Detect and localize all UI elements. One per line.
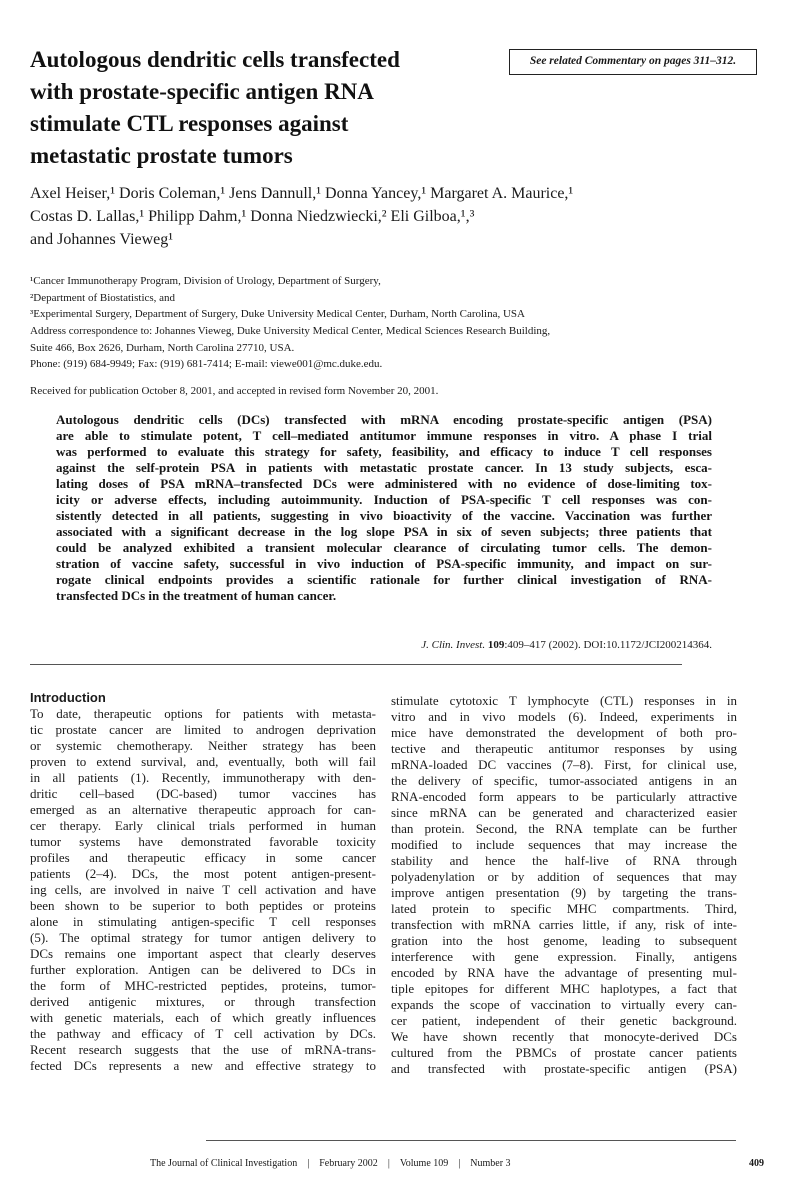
- body-line: with genetic materials, each of which greatly influences: [30, 1010, 376, 1025]
- page-number: 409: [749, 1158, 764, 1169]
- correspondence-line: Address correspondence to: Johannes Vieweg, Duke University Medical Center, Medical Sciences Research Building,: [30, 325, 551, 337]
- body-line: and transfected with prostate-specific antigen (PSA): [391, 1061, 737, 1076]
- abstract-line: was performed to evaluate this strategy for safety, feasibility, and efficacy to induce T cell responses: [56, 444, 712, 459]
- footer-divider: [206, 1140, 736, 1141]
- body-line: than protein. Second, the RNA template can be further: [391, 821, 737, 836]
- body-line: been shown to be superior to both peptides or proteins: [30, 898, 376, 913]
- body-line: tective and therapeutic antitumor responses by using: [391, 741, 737, 756]
- citation-journal: J. Clin. Invest.: [421, 639, 486, 651]
- body-line: cultured from the PBMCs of prostate cancer patients: [391, 1045, 737, 1060]
- body-line: (5). The optimal strategy for tumor antigen delivery to: [30, 930, 376, 945]
- body-line: encoded by RNA have the advantage of presenting mul-: [391, 965, 737, 980]
- body-line: tic prostate cancer are limited to androgen deprivation: [30, 722, 376, 737]
- footer-separator: |: [458, 1158, 461, 1169]
- citation-volume: 109: [487, 639, 505, 651]
- footer-separator: |: [387, 1158, 390, 1169]
- citation-pages-doi: :409–417 (2002). DOI:10.1172/JCI200214364.: [504, 639, 712, 651]
- footer-journal-name: The Journal of Clinical Investigation: [150, 1158, 298, 1169]
- abstract-divider: [30, 664, 682, 665]
- body-line: cer therapy. Early clinical trials performed in human: [30, 818, 376, 833]
- abstract-line: associated with a significant decrease in the log slope PSA in six of seven subjects; three patients that: [56, 524, 712, 539]
- body-line: ing cells, are involved in naive T cell activation and have: [30, 882, 376, 897]
- footer-number: Number 3: [470, 1158, 511, 1169]
- body-line: stimulate cytotoxic T lymphocyte (CTL) responses in in: [391, 693, 737, 708]
- body-line: Recent research suggests that the use of mRNA-trans-: [30, 1042, 376, 1057]
- affiliation-line: ²Department of Biostatistics, and: [30, 291, 176, 304]
- body-column-right: [391, 693, 737, 1077]
- abstract: [56, 412, 712, 604]
- body-line: dritic cell–based (DC-based) tumor vaccines has: [30, 786, 376, 801]
- body-line: proven to extend survival, and, eventually, both will fail: [30, 754, 376, 769]
- body-line: mRNA-loaded DC vaccines (7–8). First, for clinical use,: [391, 757, 737, 772]
- body-line: interference with gene expression. Finally, antigens: [391, 949, 737, 964]
- related-commentary-box: See related Commentary on pages 311–312.: [509, 49, 757, 75]
- body-line: profiles and therapeutic efficacy in some cancer: [30, 850, 376, 865]
- correspondence-address: [30, 323, 730, 373]
- title-line: with prostate-specific antigen RNA: [30, 79, 374, 104]
- body-line: fected DCs represents a new and effective strategy to: [30, 1058, 376, 1073]
- author-line: Costas D. Lallas,¹ Philipp Dahm,¹ Donna Niedzwiecki,² Eli Gilboa,¹,³: [30, 208, 475, 225]
- body-line: We have shown recently that monocyte-derived DCs: [391, 1029, 737, 1044]
- abstract-line: Autologous dendritic cells (DCs) transfected with mRNA encoding prostate-specific antigen (PSA): [56, 412, 712, 427]
- body-line: tumor systems have demonstrated favorable toxicity: [30, 834, 376, 849]
- abstract-line: sistently detected in all patients, suggesting in vivo bioactivity of the vaccine. Vaccination was further: [56, 508, 712, 523]
- body-line: patients (2–4). DCs, the most potent antigen-present-: [30, 866, 376, 881]
- body-line: alone in stimulating antigen-specific T cell responses: [30, 914, 376, 929]
- body-line: the pathway and efficacy of T cell activation by DCs.: [30, 1026, 376, 1041]
- body-line: polyadenylation or by addition of sequences that may: [391, 869, 737, 884]
- abstract-line: icity or adverse effects, including autoimmunity. Induction of PSA-specific T cell responses was con-: [56, 492, 712, 507]
- body-line: cer patient, independent of their genetic background.: [391, 1013, 737, 1028]
- abstract-line: transfected DCs in the treatment of human cancer.: [56, 588, 337, 603]
- abstract-line: are able to stimulate potent, T cell–mediated antitumor immune responses in vitro. A phase I trial: [56, 428, 712, 443]
- author-line: Axel Heiser,¹ Doris Coleman,¹ Jens Dannull,¹ Donna Yancey,¹ Margaret A. Maurice,¹: [30, 185, 574, 202]
- body-line: in all patients (1). Recently, immunotherapy with den-: [30, 770, 376, 785]
- body-line: To date, therapeutic options for patients with metasta-: [30, 706, 376, 721]
- body-line: DCs remains one important aspect that clearly deserves: [30, 946, 376, 961]
- received-dates: Received for publication October 8, 2001, and accepted in revised form November 20, 2001.: [30, 385, 439, 397]
- footer-separator: |: [307, 1158, 310, 1169]
- affiliation-line: ¹Cancer Immunotherapy Program, Division of Urology, Department of Surgery,: [30, 275, 381, 287]
- title-line: metastatic prostate tumors: [30, 143, 293, 168]
- body-line: transfection with mRNA carries little, if any, risk of inte-: [391, 917, 737, 932]
- author-list: [30, 182, 730, 251]
- abstract-line: lating doses of PSA mRNA–transfected DCs were administered with no evidence of dose-limiting tox-: [56, 476, 712, 491]
- abstract-line: stration of vaccine safety, successful in vivo induction of PSA-specific immunity, and impact on sur-: [56, 556, 712, 571]
- body-line: emerged as an alternative therapeutic approach for can-: [30, 802, 376, 817]
- affiliations: [30, 273, 730, 323]
- affiliation-line: ³Experimental Surgery, Department of Surgery, Duke University Medical Center, Durham, North Carolina, USA: [30, 308, 525, 320]
- body-line: further exploration. Antigen can be delivered to DCs in: [30, 962, 376, 977]
- body-line: expands the scope of vaccination to virtually every can-: [391, 997, 737, 1012]
- abstract-line: could be analyzed exhibited a transient molecular clearance of circulating tumor cells. The demon-: [56, 540, 712, 555]
- body-line: RNA-encoded form appears to be particularly attractive: [391, 789, 737, 804]
- section-heading-introduction: Introduction: [30, 690, 106, 705]
- correspondence-line: Suite 466, Box 2626, Durham, North Carolina 27710, USA.: [30, 341, 295, 354]
- body-line: the form of MHC-restricted peptides, proteins, tumor-: [30, 978, 376, 993]
- body-line: lated protein to specific MHC compartments. Third,: [391, 901, 737, 916]
- body-column-left: [30, 690, 376, 1074]
- abstract-line: against the self-protein PSA in patients with metastatic prostate cancer. In 13 study subjects, esca-: [56, 460, 712, 475]
- body-line: gration into the host genome, leading to subsequent: [391, 933, 737, 948]
- footer-date: February 2002: [319, 1158, 378, 1169]
- body-line: stability and hence the half-live of RNA through: [391, 853, 737, 868]
- abstract-line: rogate clinical endpoints provides a scientific rationale for further clinical investigation of RNA-: [56, 572, 712, 587]
- body-line: since mRNA can be generated and characterized easier: [391, 805, 737, 820]
- article-title: [30, 44, 500, 172]
- body-line: derived antigenic mixtures, or through transfection: [30, 994, 376, 1009]
- body-line: vitro and in vivo models (6). Indeed, experiments in: [391, 709, 737, 724]
- title-line: stimulate CTL responses against: [30, 111, 349, 136]
- title-line: Autologous dendritic cells transfected: [30, 47, 400, 72]
- body-line: the delivery of specific, tumor-associated antigens in an: [391, 773, 737, 788]
- body-line: improve antigen presentation (9) by targeting the trans-: [391, 885, 737, 900]
- correspondence-line: Phone: (919) 684-9949; Fax: (919) 681-7414; E-mail: viewe001@mc.duke.edu.: [30, 358, 383, 370]
- body-line: modified to include sequences that may increase the: [391, 837, 737, 852]
- body-line: mice have demonstrated the development of both pro-: [391, 725, 737, 740]
- footer-volume: Volume 109: [399, 1158, 449, 1169]
- body-line: tiple epitopes for different MHC haplotypes, a fact that: [391, 981, 737, 996]
- author-line: and Johannes Vieweg¹: [30, 231, 174, 248]
- body-line: or systemic chemotherapy. Neither strategy has been: [30, 738, 376, 753]
- journal-citation: [300, 637, 712, 653]
- running-footer: [150, 1157, 630, 1171]
